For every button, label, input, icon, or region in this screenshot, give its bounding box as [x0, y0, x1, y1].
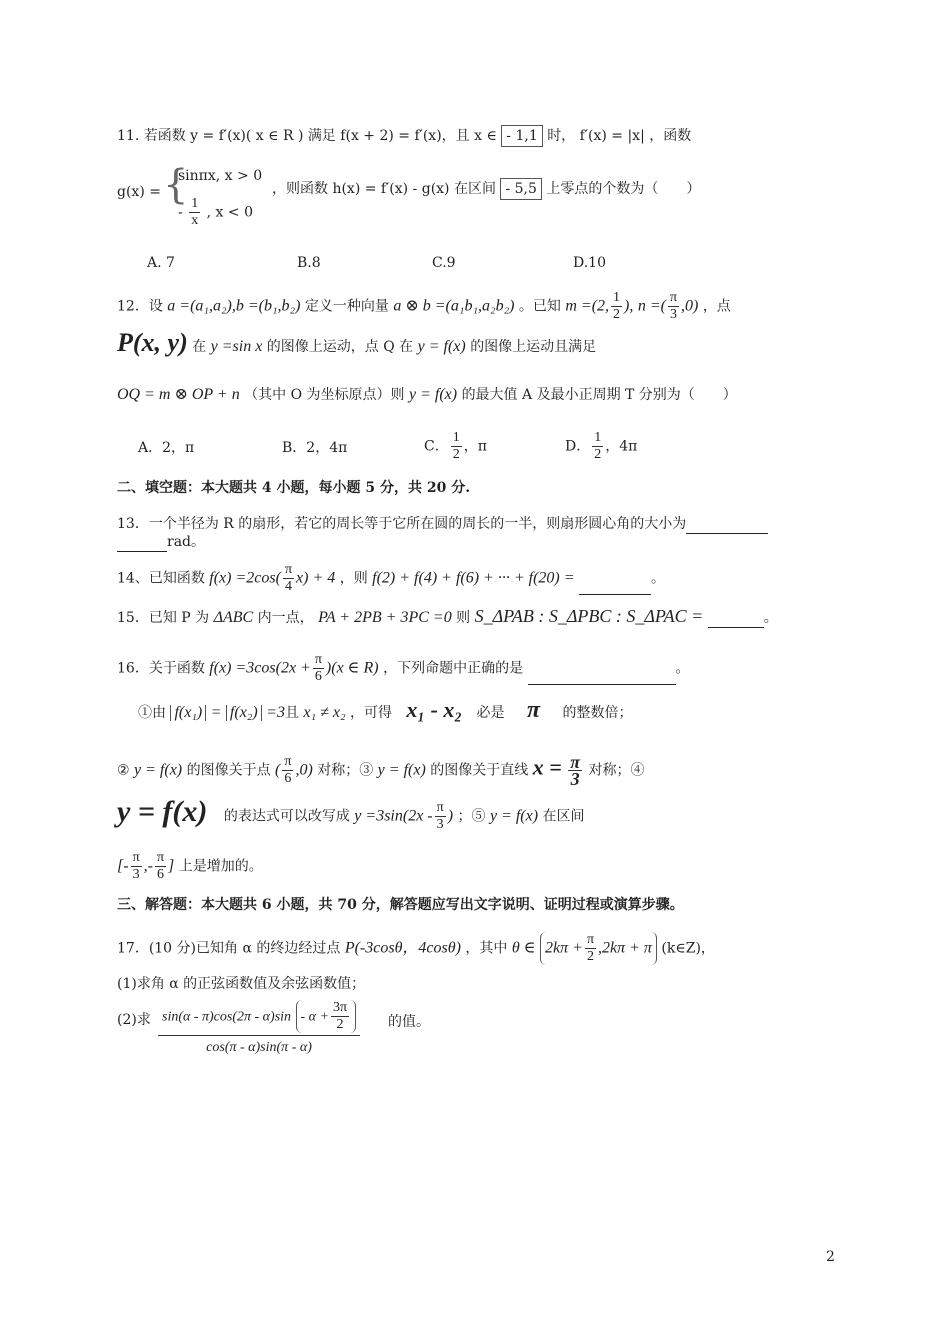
q17-part2-end: 的值。: [388, 1014, 430, 1030]
q12-line1: 12．设 a =(a₁,a₂),b =(b₁,b₂) 定义一种向量 a ⊗ b =(a₁b₁,a₂b₂) 。已知 m =(2, $\frac{1}{2}$ ), n =( $\frac{\pi}{3}$ ,0) ，点: [117, 290, 731, 322]
q15-answer-blank[interactable]: [708, 627, 764, 628]
q11-case2: - $\frac{1}{x}$ , x < 0: [178, 196, 253, 228]
q12-option-c[interactable]: C． $\frac{1}{2}$ ，π: [424, 430, 487, 462]
q11-option-b[interactable]: B.8: [297, 255, 321, 271]
q12-m-frac: $\frac{1}{2}$: [613, 290, 621, 322]
q16-s3-frac: $\frac{\pi}{3}$: [570, 752, 581, 789]
q12-n-frac: $\frac{\pi}{3}$: [669, 290, 678, 322]
q11-case1: sinπx, x > 0: [178, 168, 263, 184]
q14-frac: $\frac{\pi}{4}$: [284, 562, 293, 594]
q16-statement-2-3: ② y = f(x) 的图像关于点 ( $\frac{\pi}{6}$ ,0) 对称；③ y = f(x) 的图像关于直线 x = $\frac{\pi}{3}$ 对称；④: [117, 752, 645, 789]
q13-answer-blank-b[interactable]: [117, 551, 167, 552]
q17-numerator: sin(α - π)cos(2π - α)sin - α + $\frac{3\pi}{2}$: [158, 1000, 360, 1036]
q12-option-a[interactable]: A．2，π: [138, 440, 195, 456]
q16-s2-frac: $\frac{\pi}{6}$: [284, 754, 292, 786]
q14-answer-blank[interactable]: [579, 594, 651, 595]
q16-statement-5-interval: [- $\frac{\pi}{3}$ ,- $\frac{\pi}{6}$ ] 上是增加的。: [117, 850, 263, 882]
q15-line: 15．已知 P 为 ΔABC 内一点， PA + 2PB + 3PC =0 则 S_ΔPAB : S_ΔPBC : S_ΔPAC = 。: [117, 606, 778, 626]
q11-interval2: - 5,5: [500, 178, 541, 200]
q11-line1: 11. 若函数 y = f′(x)( x ∈ R ) 满足 f(x + 2) = f′(x)，且 x ∈ - 1,1 时， f′(x) = |x| ，函数: [117, 125, 691, 147]
q16-frac: $\frac{\pi}{6}$: [314, 652, 322, 684]
section3-heading: 三、解答题：本大题共 6 小题，共 70 分，解答题应写出文字说明、证明过程或演算步骤。: [117, 897, 684, 913]
q17-interval: 2kπ + $\frac{\pi}{2}$ ,2kπ + π: [540, 932, 657, 965]
q13-answer-blank-a[interactable]: [686, 533, 768, 534]
q16-answer-blank[interactable]: [528, 684, 676, 685]
q17-fraction: [158, 1000, 360, 1058]
q12-line2: P(x, y) 在 y =sin x 的图像上运动，点 Q 在 y = f(x) 的图像上运动且满足: [117, 328, 597, 357]
q13-line2: rad。: [117, 532, 205, 552]
q12-option-b[interactable]: B．2，4π: [282, 440, 348, 456]
section2-heading: 二、填空题：本大题共 4 小题，每小题 5 分，共 20 分.: [117, 480, 471, 496]
q11-option-a[interactable]: A. 7: [147, 255, 175, 271]
page-number: 2: [826, 1249, 835, 1265]
q11-case2-frac: $\frac{1}{x}$: [191, 196, 199, 228]
q16-statement-1: ①由 f(x₁) = f(x₂) =3且 x₁ ≠ x₂ ，可得 x₁ - x₂ 必是 π 的整数倍；: [138, 697, 633, 723]
q11-option-d[interactable]: D.10: [573, 255, 606, 271]
q11-interval1: - 1,1: [501, 125, 542, 147]
q11-option-c[interactable]: C.9: [432, 255, 456, 271]
q14-line: 14、已知函数 f(x) =2cos( $\frac{\pi}{4}$ x) + 4 ，则 f(2) + f(4) + f(6) + ··· + f(20) = 。: [117, 562, 665, 594]
q12-option-d[interactable]: D． $\frac{1}{2}$ ，4π: [565, 430, 638, 462]
q13-line1: 13．一个半径为 R 的扇形，若它的周长等于它所在圆的周长的一半，则扇形圆心角的大小为: [117, 514, 768, 534]
q17-denominator: cos(π - α)sin(π - α): [206, 1040, 312, 1055]
q11-brace-icon: {: [163, 162, 189, 208]
q17-line1: 17．(10 分)已知角 α 的终边经过点 P(-3cosθ，4cosθ) ，其中 θ ∈ 2kπ + $\frac{\pi}{2}$ ,2kπ + π (k∈Z)，: [117, 932, 715, 964]
q11-line2: ，则函数 h(x) = f′(x) - g(x) 在区间 - 5,5 上零点的个数为（ ）: [272, 178, 700, 200]
q11-g-label: g(x) =: [117, 184, 161, 200]
q12-line3: OQ = m ⊗ OP + n （其中 O 为坐标原点）则 y = f(x) 的最大值 A 及最小正周期 T 分别为（ ）: [117, 386, 737, 403]
q17-part1: (1)求角 α 的正弦函数值及余弦函数值；: [117, 976, 366, 992]
q17-part2-label: (2)求: [117, 1012, 151, 1028]
q16-line1: 16．关于函数 f(x) =3cos(2x + $\frac{\pi}{6}$ )(x ∈ R) ，下列命题中正确的是 。: [117, 652, 690, 684]
q16-statement-4-5: y = f(x) 的表达式可以改写成 y =3sin(2x - $\frac{\pi}{3}$ ) ；⑤ y = f(x) 在区间: [117, 794, 585, 832]
q16-s4-frac: $\frac{\pi}{3}$: [436, 800, 444, 832]
